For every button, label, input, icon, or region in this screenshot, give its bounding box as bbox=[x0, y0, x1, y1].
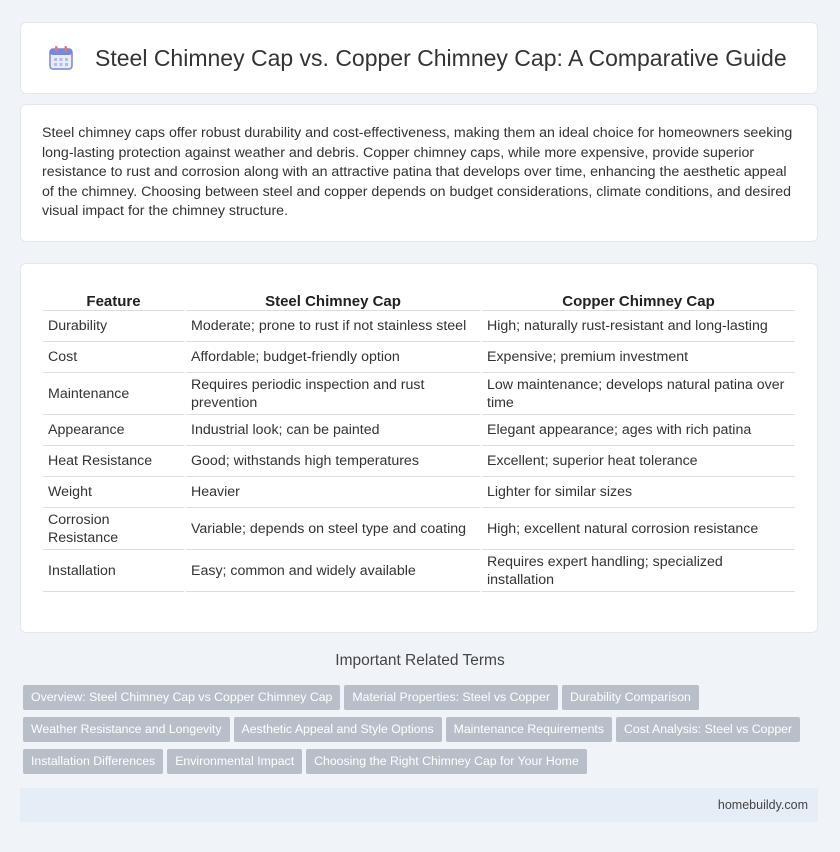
comparison-card bbox=[20, 263, 818, 633]
related-terms-list bbox=[23, 685, 823, 781]
table-cell: Maintenance bbox=[43, 373, 184, 415]
footer bbox=[20, 788, 818, 822]
column-header-steel: Steel Chimney Cap bbox=[186, 286, 480, 311]
table-row bbox=[43, 477, 795, 508]
table-cell: High; naturally rust-resistant and long-lasting bbox=[482, 311, 795, 342]
table-cell: Affordable; budget-friendly option bbox=[186, 342, 480, 373]
page-title: Steel Chimney Cap vs. Copper Chimney Cap: A Comparative Guide bbox=[95, 44, 787, 71]
table-cell: Appearance bbox=[43, 415, 184, 446]
calendar-icon bbox=[47, 44, 75, 72]
related-term-chip[interactable]: Material Properties: Steel vs Copper bbox=[344, 685, 558, 710]
column-header-copper: Copper Chimney Cap bbox=[482, 286, 795, 311]
intro-text: Steel chimney caps offer robust durability and cost-effectiveness, making them an ideal choice for homeowners seeking long-lasting protection against weather and debris. Copper chimney caps, while more expensive, provide superior resistance to rust and corrosion along with an attractive patina that develops over time, enhancing the aesthetic appeal of the chimney. Choosing between steel and copper depends on budget considerations, climate conditions, and desired visual impact for the chimney structure. bbox=[42, 125, 793, 220]
related-term-chip[interactable]: Cost Analysis: Steel vs Copper bbox=[616, 717, 800, 742]
table-cell: Elegant appearance; ages with rich patina bbox=[482, 415, 795, 446]
table-cell: Lighter for similar sizes bbox=[482, 477, 795, 508]
table-cell: Low maintenance; develops natural patina over time bbox=[482, 373, 795, 415]
table-cell: Durability bbox=[43, 311, 184, 342]
related-term-chip[interactable]: Choosing the Right Chimney Cap for Your Home bbox=[306, 749, 587, 774]
table-cell: Moderate; prone to rust if not stainless steel bbox=[186, 311, 480, 342]
footer-site-link[interactable]: homebuildy.com bbox=[717, 798, 808, 812]
related-term-chip[interactable]: Environmental Impact bbox=[167, 749, 302, 774]
table-cell: Easy; common and widely available bbox=[186, 550, 480, 592]
table-cell: Weight bbox=[43, 477, 184, 508]
table-row bbox=[43, 550, 795, 592]
related-term-chip[interactable]: Durability Comparison bbox=[562, 685, 699, 710]
table-cell: Heavier bbox=[186, 477, 480, 508]
intro-section bbox=[20, 104, 818, 242]
table-row bbox=[43, 415, 795, 446]
table-cell: Variable; depends on steel type and coating bbox=[186, 508, 480, 550]
related-term-chip[interactable]: Overview: Steel Chimney Cap vs Copper Chimney Cap bbox=[23, 685, 340, 710]
table-cell: Good; withstands high temperatures bbox=[186, 446, 480, 477]
table-row bbox=[43, 508, 795, 550]
related-term-chip[interactable]: Installation Differences bbox=[23, 749, 163, 774]
table-row bbox=[43, 311, 795, 342]
table-cell: High; excellent natural corrosion resistance bbox=[482, 508, 795, 550]
table-cell: Requires periodic inspection and rust prevention bbox=[186, 373, 480, 415]
table-header-row bbox=[43, 286, 795, 311]
related-term-chip[interactable]: Maintenance Requirements bbox=[446, 717, 612, 742]
table-cell: Expensive; premium investment bbox=[482, 342, 795, 373]
page-header bbox=[20, 22, 818, 94]
table-cell: Excellent; superior heat tolerance bbox=[482, 446, 795, 477]
table-cell: Cost bbox=[43, 342, 184, 373]
table-cell: Corrosion Resistance bbox=[43, 508, 184, 550]
comparison-table bbox=[43, 286, 795, 592]
table-cell: Heat Resistance bbox=[43, 446, 184, 477]
related-terms-title: Important Related Terms bbox=[335, 652, 505, 669]
table-cell: Industrial look; can be painted bbox=[186, 415, 480, 446]
table-row bbox=[43, 342, 795, 373]
table-row bbox=[43, 373, 795, 415]
table-cell: Installation bbox=[43, 550, 184, 592]
table-cell: Requires expert handling; specialized installation bbox=[482, 550, 795, 592]
table-row bbox=[43, 446, 795, 477]
related-term-chip[interactable]: Weather Resistance and Longevity bbox=[23, 717, 230, 742]
column-header-feature: Feature bbox=[43, 286, 184, 311]
related-term-chip[interactable]: Aesthetic Appeal and Style Options bbox=[234, 717, 442, 742]
